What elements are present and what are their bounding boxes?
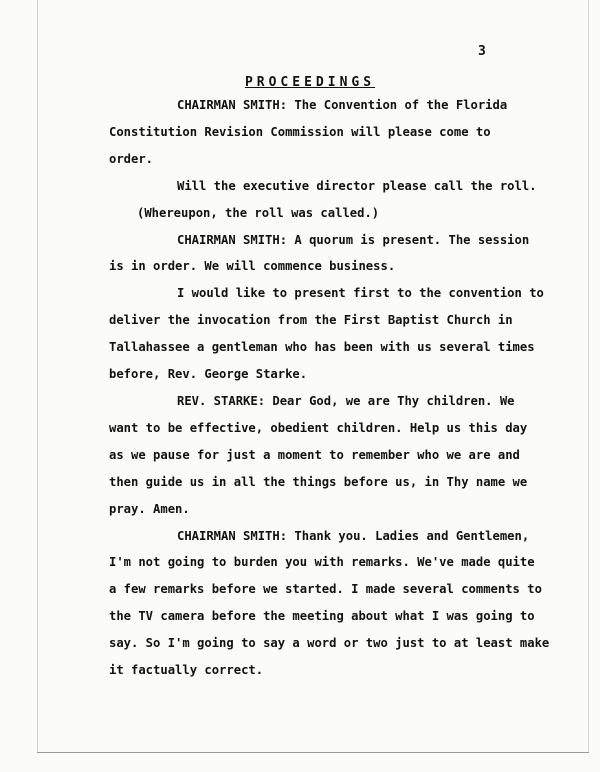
transcript-line: order. [109, 151, 154, 166]
transcript-body [109, 92, 549, 684]
transcript-line: Will the executive director please call the roll. [177, 178, 537, 193]
transcript-line: before, Rev. George Starke. [109, 367, 308, 382]
scan-edge-left [37, 0, 38, 752]
transcript-line: pray. Amen. [109, 501, 190, 516]
transcript-line: Constitution Revision Commission will please come to [109, 124, 491, 139]
transcript-line: is in order. We will commence business. [109, 259, 396, 274]
transcript-line: CHAIRMAN SMITH: Thank you. Ladies and Gentlemen, [177, 528, 530, 543]
transcript-line: deliver the invocation from the First Baptist Church in [109, 313, 513, 328]
transcript-line: (Whereupon, the roll was called.) [137, 205, 380, 220]
scan-edge-right [588, 0, 589, 752]
page-heading: PROCEEDINGS [244, 75, 376, 90]
transcript-line: the TV camera before the meeting about what I was going to [109, 609, 535, 624]
transcript-line: CHAIRMAN SMITH: The Convention of the Florida [177, 98, 508, 112]
page-number: 3 [478, 44, 486, 59]
scan-edge-bottom [37, 752, 589, 753]
transcript-line: say. So I'm going to say a word or two just to at least make [109, 636, 550, 651]
transcript-line: a few remarks before we started. I made several comments to [109, 582, 542, 597]
transcript-line: CHAIRMAN SMITH: A quorum is present. The session [177, 232, 530, 247]
transcript-line: REV. STARKE: Dear God, we are Thy children. We [177, 393, 515, 408]
transcript-line: I'm not going to burden you with remarks. We've made quite [109, 555, 535, 570]
transcript-line: I would like to present first to the convention to [177, 286, 544, 301]
transcript-line: as we pause for just a moment to remember who we are and [109, 447, 520, 462]
transcript-line: Tallahassee a gentleman who has been with us several times [109, 340, 535, 355]
transcript-line: want to be effective, obedient children. Help us this day [109, 420, 528, 435]
transcript-line: it factually correct. [109, 663, 264, 678]
transcript-line: then guide us in all the things before us, in Thy name we [109, 474, 528, 489]
